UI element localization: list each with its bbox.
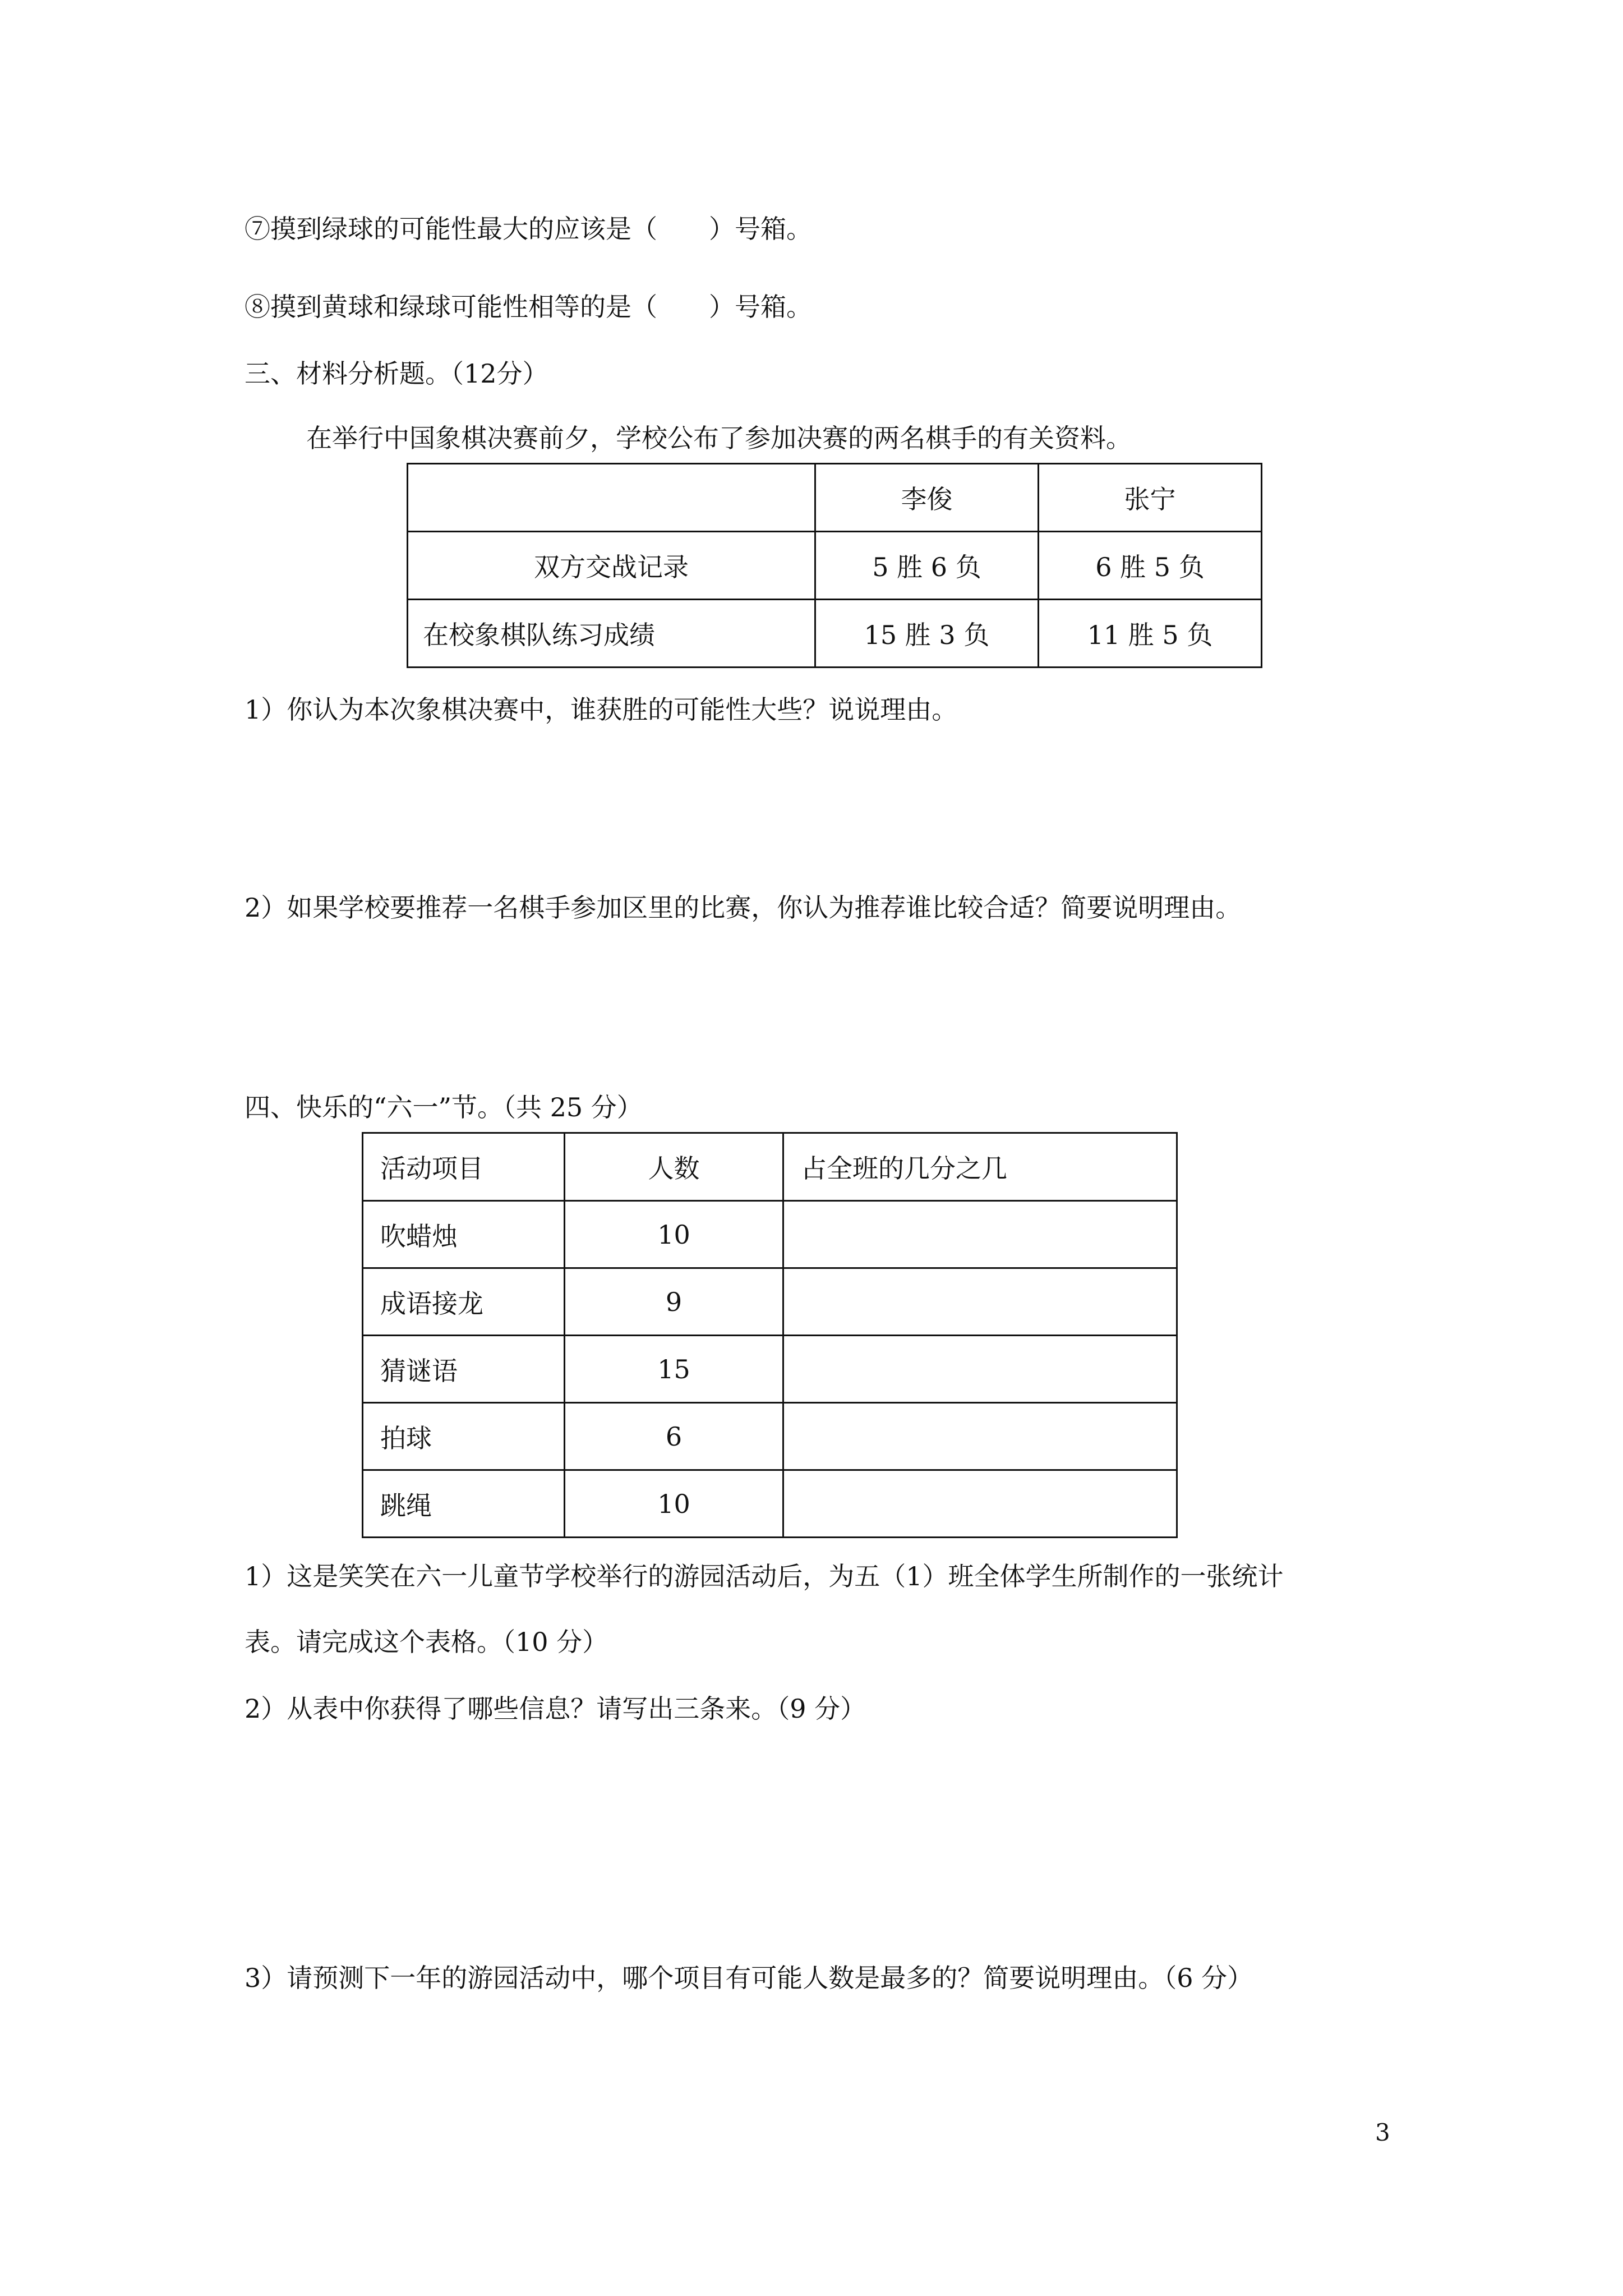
header-cell-zhang-ning: 张宁 xyxy=(1039,464,1262,532)
section4-question-3: 3）请预测下一年的游园活动中，哪个项目有可能人数是最多的？简要说明理由。（6 分） xyxy=(245,1963,1253,1993)
page-number: 3 xyxy=(1375,2119,1390,2146)
table-cell: 15 胜 3 负 xyxy=(815,600,1039,668)
activity-count: 6 xyxy=(565,1403,783,1470)
section3-question-2: 2）如果学校要推荐一名棋手参加区里的比赛，你认为推荐谁比较合适？简要说明理由。 xyxy=(245,892,1242,923)
header-cell-count: 人数 xyxy=(565,1133,783,1201)
activity-name: 跳绳 xyxy=(363,1470,565,1538)
fraction-answer-cell[interactable] xyxy=(783,1403,1177,1470)
section4-question-1-line2: 表。请完成这个表格。（10 分） xyxy=(245,1627,608,1657)
header-cell-fraction: 占全班的几分之几 xyxy=(783,1133,1177,1201)
table-cell: 5 胜 6 负 xyxy=(815,532,1039,600)
activity-count: 15 xyxy=(565,1336,783,1403)
header-cell-activity: 活动项目 xyxy=(363,1133,565,1201)
table-row xyxy=(363,1336,1177,1403)
chess-players-table xyxy=(407,463,1262,668)
table-row xyxy=(408,600,1262,668)
fraction-answer-cell[interactable] xyxy=(783,1201,1177,1268)
section3-question-1: 1）你认为本次象棋决赛中，谁获胜的可能性大些？说说理由。 xyxy=(245,694,958,725)
section3-intro: 在举行中国象棋决赛前夕，学校公布了参加决赛的两名棋手的有关资料。 xyxy=(306,423,1132,453)
activity-count: 10 xyxy=(565,1201,783,1268)
fraction-answer-cell[interactable] xyxy=(783,1336,1177,1403)
table-header-row xyxy=(363,1133,1177,1201)
section4-question-1-line1: 1）这是笑笑在六一儿童节学校举行的游园活动后，为五（1）班全体学生所制作的一张统计 xyxy=(245,1561,1284,1591)
activity-count: 9 xyxy=(565,1268,783,1336)
header-cell-li-jun: 李俊 xyxy=(815,464,1039,532)
table-row xyxy=(363,1403,1177,1470)
fraction-answer-cell[interactable] xyxy=(783,1268,1177,1336)
table-cell: 11 胜 5 负 xyxy=(1039,600,1262,668)
table-row xyxy=(363,1201,1177,1268)
activity-name: 猜谜语 xyxy=(363,1336,565,1403)
table-row xyxy=(363,1470,1177,1538)
activity-name: 吹蜡烛 xyxy=(363,1201,565,1268)
table-row xyxy=(363,1268,1177,1336)
activity-count: 10 xyxy=(565,1470,783,1538)
section3-title: 三、材料分析题。（12分） xyxy=(245,358,548,389)
table-row xyxy=(408,532,1262,600)
row-label: 双方交战记录 xyxy=(408,532,815,600)
header-cell-empty xyxy=(408,464,815,532)
table-header-row xyxy=(408,464,1262,532)
question-8: ⑧摸到黄球和绿球可能性相等的是（ ）号箱。 xyxy=(245,292,812,322)
question-7: ⑦摸到绿球的可能性最大的应该是（ ）号箱。 xyxy=(245,214,812,244)
row-label: 在校象棋队练习成绩 xyxy=(408,600,815,668)
table-cell: 6 胜 5 负 xyxy=(1039,532,1262,600)
section4-title: 四、快乐的“六一”节。（共 25 分） xyxy=(245,1092,643,1122)
activity-name: 成语接龙 xyxy=(363,1268,565,1336)
activity-table xyxy=(362,1132,1178,1538)
fraction-answer-cell[interactable] xyxy=(783,1470,1177,1538)
section4-question-2: 2）从表中你获得了哪些信息？请写出三条来。（9 分） xyxy=(245,1694,866,1724)
activity-name: 拍球 xyxy=(363,1403,565,1470)
